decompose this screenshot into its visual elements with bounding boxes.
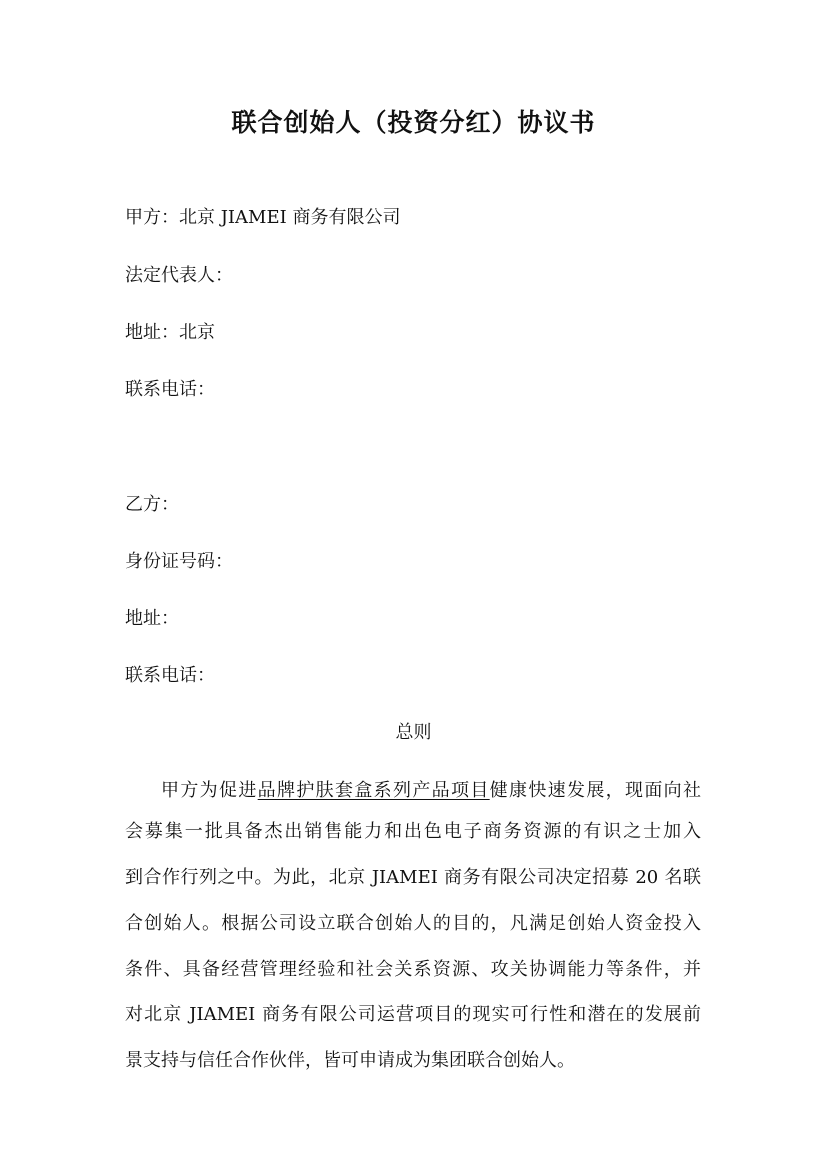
paragraph-line: 条件、具备经营管理经验和社会关系资源、攻关协调能力等条件，并 [125, 959, 701, 980]
paragraph-line: 合创始人。根据公司设立联合创始人的目的，凡满足创始人资金投入 [125, 913, 701, 934]
general-provisions-heading: 总则 [395, 722, 432, 743]
paragraph-line: 会募集一批具备杰出销售能力和出色电子商务资源的有识之士加入 [125, 821, 701, 842]
party-a-phone: 联系电话： [125, 379, 215, 400]
document-title: 联合创始人（投资分红）协议书 [231, 108, 596, 137]
party-a-address: 地址：北京 [125, 322, 215, 343]
paragraph-line: 景支持与信任合作伙伴，皆可申请成为集团联合创始人。 [125, 1050, 575, 1071]
paragraph-text: 健康快速发展，现面向社 [489, 780, 702, 801]
paragraph-line: 到合作行列之中。为此，北京 JIAMEI 商务有限公司决定招募 20 名联 [125, 867, 701, 888]
party-b-name: 乙方： [125, 494, 179, 515]
party-b-id-number: 身份证号码： [125, 551, 233, 572]
party-b-phone: 联系电话： [125, 665, 215, 686]
paragraph-text: 甲方为促进 [161, 780, 258, 801]
party-a-name: 甲方：北京 JIAMEI 商务有限公司 [125, 207, 401, 228]
paragraph-line [161, 779, 701, 803]
paragraph-line: 对北京 JIAMEI 商务有限公司运营项目的现实可行性和潜在的发展前 [125, 1004, 701, 1025]
project-name-underlined: 品牌护肤套盒系列产品项目 [257, 780, 490, 801]
party-a-legal-representative: 法定代表人： [125, 265, 233, 286]
party-b-address: 地址： [125, 608, 179, 629]
